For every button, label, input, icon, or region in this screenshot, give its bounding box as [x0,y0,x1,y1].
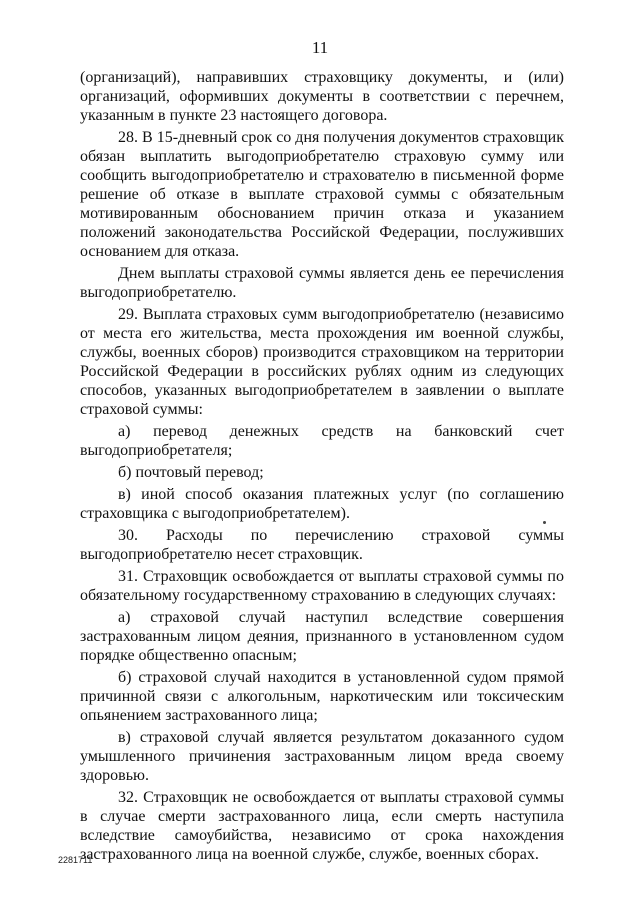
paragraph-clause-29-b: б) почтовый перевод; [118,464,264,481]
document-body [80,68,564,867]
paragraph-clause-29-a: а) перевод денежных средств на банковский счет выгодоприобретателя; [80,423,564,459]
document-code: 2281711 [58,855,93,865]
paragraph-clause-29-v: в) иной способ оказания платежных услуг (по соглашению страховщика с выгодоприобретателем). [80,486,564,522]
paragraph-clause-31-b: б) страховой случай находится в установленной судом прямой причинной связи с алкогольным, наркотическим или токсическим опьянением застрахованного лица; [80,669,564,724]
paragraph-clause-31: 31. Страховщик освобождается от выплаты страховой суммы по обязательному государственному страхованию в следующих случаях: [80,568,564,604]
paragraph-clause-32: 32. Страховщик не освобождается от выплаты страховой суммы в случае смерти застрахованного лица, если смерть наступила вследствие самоубийства, независимо от срока нахождения застрахованного лица на военной службе, службе, военных сборах. [80,789,564,863]
scan-speck [543,521,546,524]
paragraph-clause-30: 30. Расходы по перечислению страховой суммы выгодоприобретателю несет страховщик. [80,527,564,563]
paragraph-clause-28: 28. В 15-дневный срок со дня получения документов страховщик обязан выплатить выгодоприобретателю страховую сумму или сообщить выгодоприобретателю и страхователю в письменной форме решение об отказе в выплате страховой суммы с обязательным мотивированным обоснованием причин отказа и указанием положений законодательства Российской Федерации, послуживших основанием для отказа. [80,129,564,260]
paragraph-payment-day: Днем выплаты страховой суммы является день ее перечисления выгодоприобретателю. [80,265,564,301]
paragraph-continued: (организаций), направивших страховщику документы, и (или) организаций, оформивших документы в соответствии с перечнем, указанным в пункте 23 настоящего договора. [80,69,564,124]
page-number: 11 [311,38,329,57]
paragraph-clause-31-v: в) страховой случай является результатом доказанного судом умышленного причинения застрахованным лицом вреда своему здоровью. [80,729,564,784]
paragraph-clause-29: 29. Выплата страховых сумм выгодоприобретателю (независимо от места его жительства, места прохождения им военной службы, службы, военных сборов) производится страховщиком на территории Российской Федерации в российских рублях одним из следующих способов, указанных выгодоприобретателем в заявлении о выплате страховой суммы: [80,306,564,418]
paragraph-clause-31-a: а) страховой случай наступил вследствие совершения застрахованным лицом деяния, признанного в установленном судом порядке общественно опасным; [80,609,564,664]
